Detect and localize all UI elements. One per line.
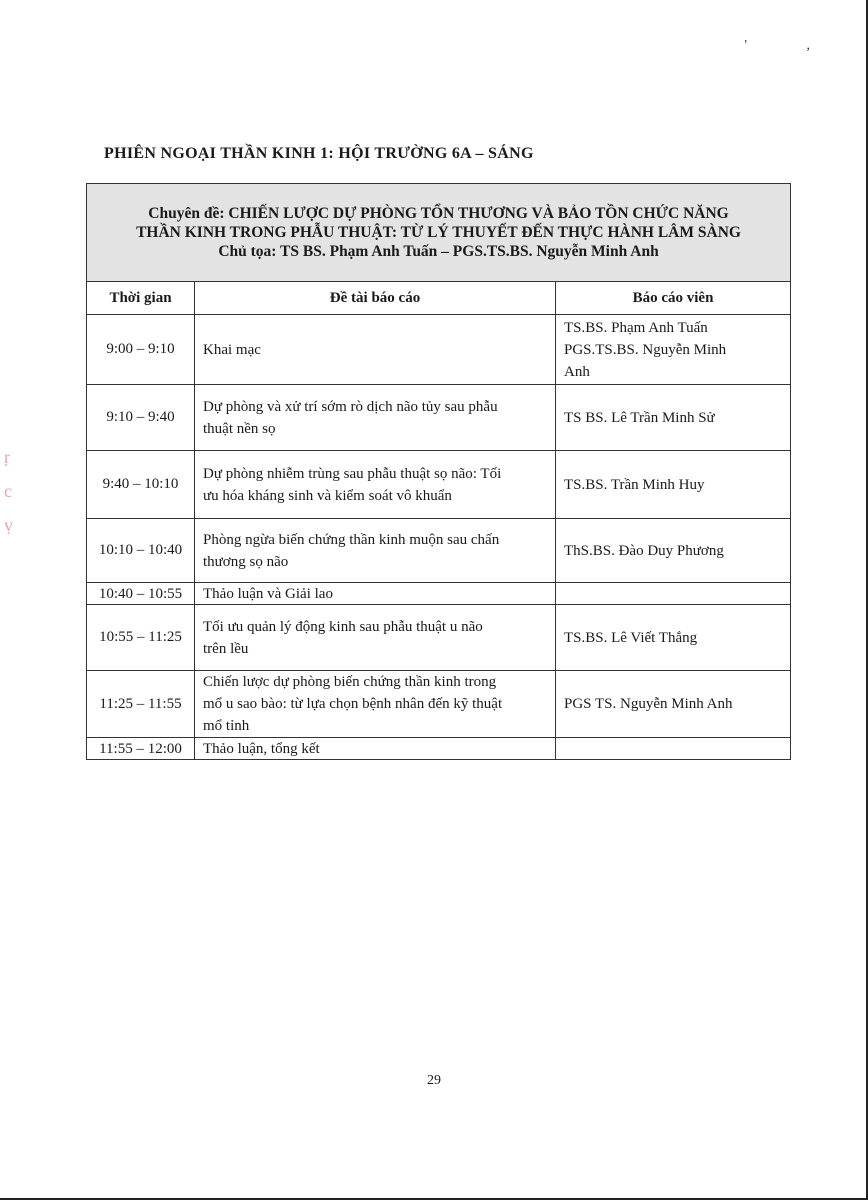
- row-talk: Dự phòng và xử trí sớm rò dịch não tủy sau phẫu thuật nền sọ: [195, 385, 556, 451]
- row-talk: Khai mạc: [195, 315, 556, 385]
- schedule-row: [87, 315, 791, 385]
- schedule-row: [87, 671, 791, 738]
- row-time: 10:40 – 10:55: [87, 583, 195, 605]
- topic-line-1: Chuyên đề: CHIẾN LƯỢC DỰ PHÒNG TỔN THƯƠNG VÀ BẢO TỒN CHỨC NĂNG: [148, 205, 729, 222]
- row-speaker: ThS.BS. Đào Duy Phương: [556, 519, 791, 583]
- row-time: 9:10 – 9:40: [87, 385, 195, 451]
- row-speaker: TS.BS. Phạm Anh Tuấn PGS.TS.BS. Nguyễn Minh Anh: [556, 315, 791, 385]
- schedule-row: [87, 738, 791, 760]
- row-speaker: TS.BS. Lê Viết Thắng: [556, 605, 791, 671]
- row-speaker: [556, 738, 791, 760]
- row-talk: Tối ưu quản lý động kinh sau phẫu thuật u não trên lều: [195, 605, 556, 671]
- margin-stain: ṛ c ṿ: [4, 447, 13, 535]
- row-speaker: [556, 583, 791, 605]
- topic-cell: [87, 184, 791, 282]
- row-talk: Phòng ngừa biến chứng thần kinh muộn sau chấn thương sọ não: [195, 519, 556, 583]
- row-time: 10:55 – 11:25: [87, 605, 195, 671]
- chairpersons: Chủ tọa: TS BS. Phạm Anh Tuấn – PGS.TS.BS. Nguyễn Minh Anh: [218, 243, 659, 260]
- schedule-table: [86, 183, 791, 760]
- schedule-row: [87, 605, 791, 671]
- row-talk: Thảo luận và Giải lao: [195, 583, 556, 605]
- session-title: PHIÊN NGOẠI THẦN KINH 1: HỘI TRƯỜNG 6A – SÁNG: [104, 145, 534, 162]
- topic-row: [87, 184, 791, 282]
- row-time: 11:55 – 12:00: [87, 738, 195, 760]
- header-row: [87, 282, 791, 315]
- row-speaker: TS BS. Lê Trần Minh Sử: [556, 385, 791, 451]
- row-time: 9:00 – 9:10: [87, 315, 195, 385]
- header-talk: Đề tài báo cáo: [195, 282, 556, 315]
- row-talk: Thảo luận, tổng kết: [195, 738, 556, 760]
- schedule-row: [87, 519, 791, 583]
- row-time: 9:40 – 10:10: [87, 451, 195, 519]
- row-speaker: TS.BS. Trần Minh Huy: [556, 451, 791, 519]
- page-number: 29: [427, 1073, 441, 1088]
- row-time: 11:25 – 11:55: [87, 671, 195, 738]
- row-speaker: PGS TS. Nguyễn Minh Anh: [556, 671, 791, 738]
- schedule-row: [87, 451, 791, 519]
- schedule-row: [87, 385, 791, 451]
- schedule-row: [87, 583, 791, 605]
- row-talk: Chiến lược dự phòng biến chứng thần kinh trong mổ u sao bào: từ lựa chọn bệnh nhân đến kỹ thuật mổ tỉnh: [195, 671, 556, 738]
- topic-line-2: THẦN KINH TRONG PHẪU THUẬT: TỪ LÝ THUYẾT ĐẾN THỰC HÀNH LÂM SÀNG: [136, 224, 741, 241]
- scan-marks: ' ,: [744, 38, 838, 53]
- header-speaker: Báo cáo viên: [556, 282, 791, 315]
- row-talk: Dự phòng nhiễm trùng sau phẫu thuật sọ não: Tối ưu hóa kháng sinh và kiểm soát vô khuẩn: [195, 451, 556, 519]
- row-time: 10:10 – 10:40: [87, 519, 195, 583]
- header-time: Thời gian: [87, 282, 195, 315]
